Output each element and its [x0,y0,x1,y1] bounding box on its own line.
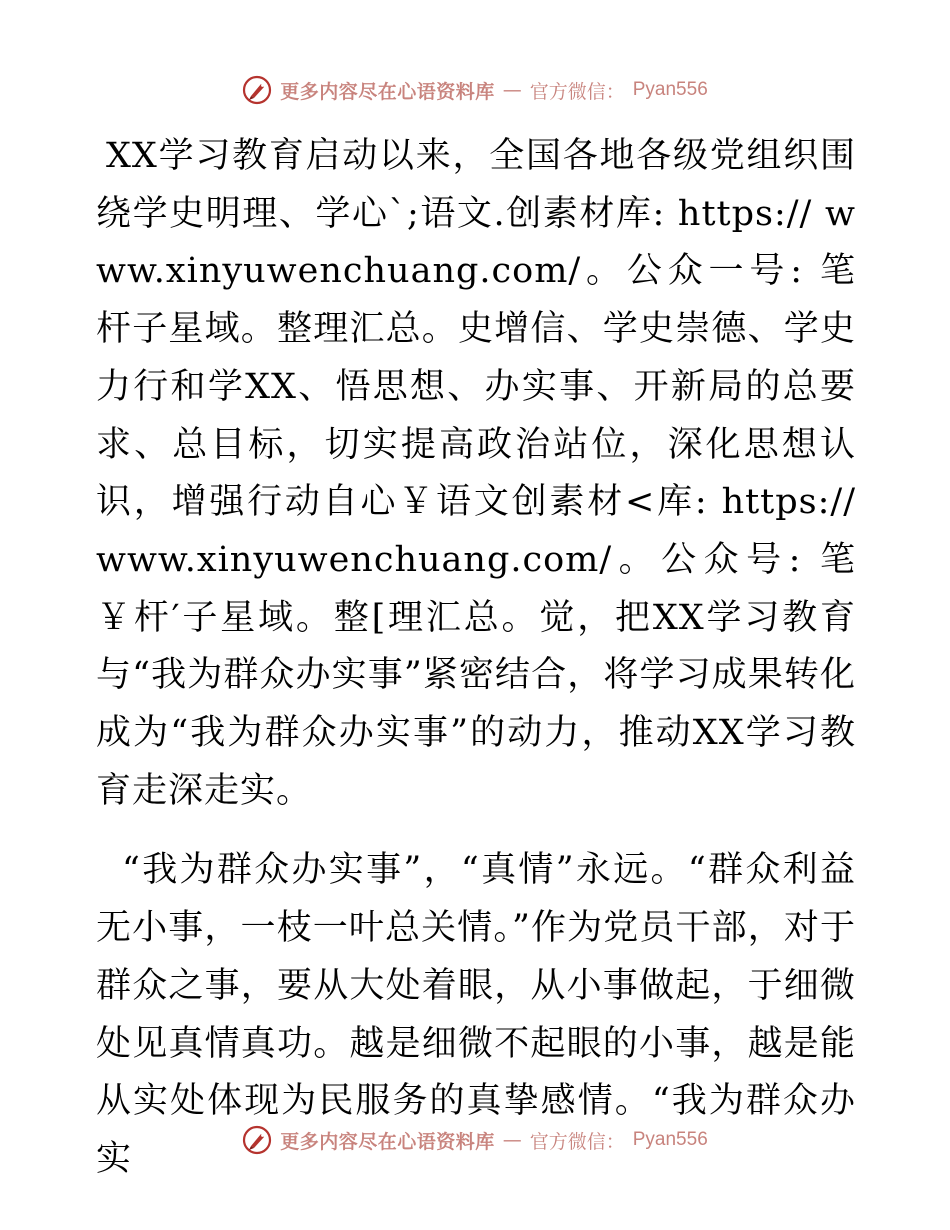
paragraph-1: XX学习教育启动以来，全国各地各级党组织围绕学史明理、学心`;语文.创素材库: https:// www.xinyuwenchuang.com/。公众一号: 笔杆子星域。整理汇总。史增信、学史崇德、学史力行和学XX、悟思想、办实事、开新局的总要求、总目标，切实提高政治站位，深化思想认识，增强行动自心￥语文创素材<库: https:// www.xinyuwenchuang.com/。公众号: 笔￥杆′子星域。整[理汇总。觉，把XX学习教育与“我为群众办实事”紧密结合，将学习成果转化成为“我为群众办实事”的动力，推动XX学习教育走深走实。 [96,136,856,811]
pen-nib-logo-icon [242,75,272,105]
header-banner [0,70,950,110]
document-body [96,128,856,1189]
header-site-text: 更多内容尽在心语资料库 [280,80,495,103]
paragraph-2: “我为群众办实事”，“真情”永远。“群众利益无小事，一枝一叶总关情。”作为党员干部，对于群众之事，要从大处着眼，从小事做起，于细微处见真情真功。越是细微不起眼的小事，越是能从实处体现为民服务的真挚感情。“我为群众办实 [96,850,856,1179]
footer-wechat-handle: Pyan556 [632,1129,708,1150]
header-wechat-handle: Pyan556 [632,79,708,100]
footer-banner [0,1120,950,1160]
header-separator: — [502,79,522,101]
footer-site-text: 更多内容尽在心语资料库 [280,1130,495,1153]
footer-separator: — [502,1129,522,1151]
header-wechat-label: 官方微信： [529,80,625,103]
footer-wechat-label: 官方微信： [529,1130,625,1153]
pen-nib-logo-icon [242,1125,272,1155]
